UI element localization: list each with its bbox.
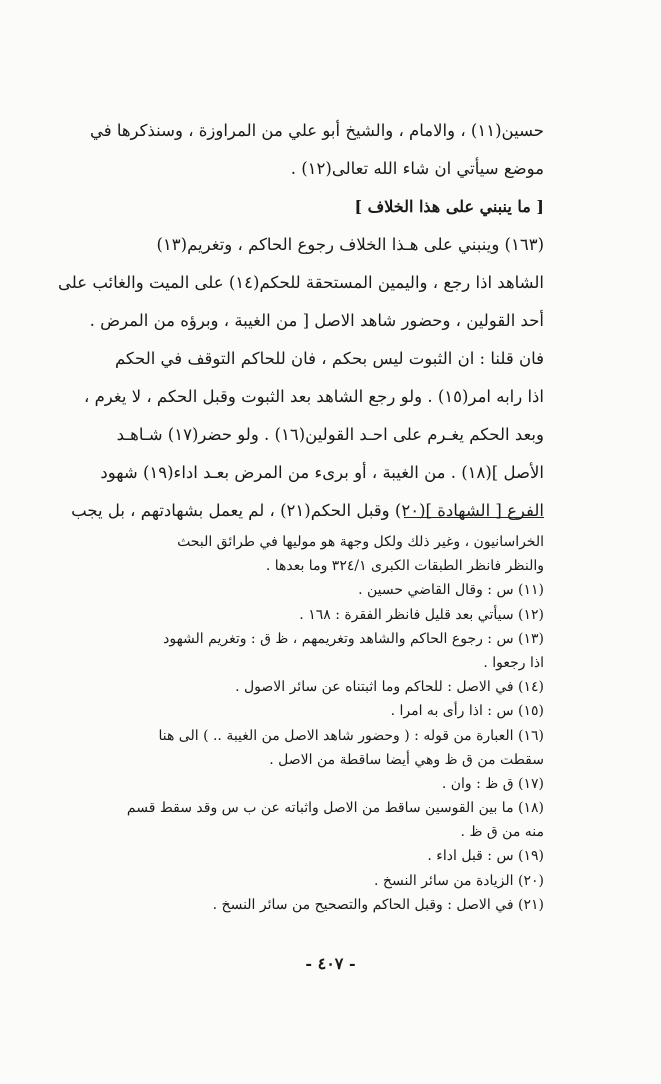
footnote-line: (١٢) سيأتي بعد قليل فانظر الفقرة : ١٦٨ . [299, 606, 544, 623]
body-line: الفرع [ الشهادة ](٢٠) وقبل الحكم(٢١) ، لم يعمل بشهادتهم ، بل يجب [71, 501, 544, 520]
footnote-line: (١٤) في الاصل : للحاكم وما اثبتناه عن سائر الاصول . [235, 679, 544, 696]
footnote-line: (٢٠) الزيادة من سائر النسخ . [374, 872, 544, 889]
footnote-line: (١٦) العبارة من قوله : ( وحضور شاهد الاصل من الغيبة .. ) الى هنا [158, 727, 544, 744]
body-line: اذا رابه امر(١٥) . ولو رجع الشاهد بعد الثبوت وقبل الحكم ، لا يغرم ، [84, 387, 544, 406]
footnote-divider [404, 517, 544, 518]
section-heading: [ ما ينبني على هذا الخلاف ] [354, 197, 544, 216]
body-line: (١٦٣) وينبني على هـذا الخلاف رجوع الحاكم ، وتغريم(١٣) [156, 235, 544, 254]
body-line: أحد القولين ، وحضور شاهد الاصل [ من الغيبة ، وبرؤه من المرض . [89, 311, 544, 330]
footnote-line: الخراسانيون ، وغير ذلك ولكل وجهة هو موليها في طرائق البحث [177, 534, 544, 550]
body-line: موضع سيأتي ان شاء الله تعالى(١٢) . [290, 159, 544, 178]
footnote-line: منه من ق ظ . [460, 824, 544, 841]
footnotes-block [104, 530, 544, 917]
page-number: - ٤٠٧ - [305, 954, 356, 973]
footnote-line: اذا رجعوا . [483, 654, 544, 671]
body-line: وبعد الحكم يغـرم على احـد القولين(١٦) . ولو حضر(١٧) شـاهـد [116, 425, 544, 444]
footnote-line: (٢١) في الاصل : وقبل الحاكم والتصحيح من سائر النسخ . [212, 896, 544, 913]
footnote-line: (١١) س : وقال القاضي حسين . [358, 582, 544, 599]
footnote-line: (١٩) س : قبل اداء . [427, 848, 544, 865]
body-line: الشاهد اذا رجع ، واليمين المستحقة للحكم(١٤) على الميت والغائب على [58, 273, 544, 292]
footnote-line: (١٣) س : رجوع الحاكم والشاهد وتغريمهم ، ظ ق : وتغريم الشهود [163, 630, 544, 647]
main-text-block [58, 112, 544, 530]
footnote-line: (١٨) ما بين القوسين ساقط من الاصل واثباته عن ب س وقد سقط قسم [126, 800, 544, 817]
footnote-line: (١٥) س : اذا رأى به امرا . [390, 703, 544, 720]
body-line: الأصل ](١٨) . من الغيبة ، أو برىء من المرض بعـد اداء(١٩) شهود [100, 463, 544, 482]
footnote-line: والنظر فانظر الطبقات الكبرى ٣٢٤/١ وما بعدها . [265, 558, 544, 575]
body-line: حسين(١١) ، والامام ، والشيخ أبو علي من المراوزة ، وسنذكرها في [89, 121, 544, 140]
footnote-line: سقطت من ق ظ وهي أيضا ساقطة من الاصل . [269, 751, 544, 768]
body-line: فان قلنا : ان الثبوت ليس بحكم ، فان للحاكم التوقف في الحكم [114, 349, 544, 368]
footnote-line: (١٧) ق ظ : وان . [441, 775, 544, 792]
